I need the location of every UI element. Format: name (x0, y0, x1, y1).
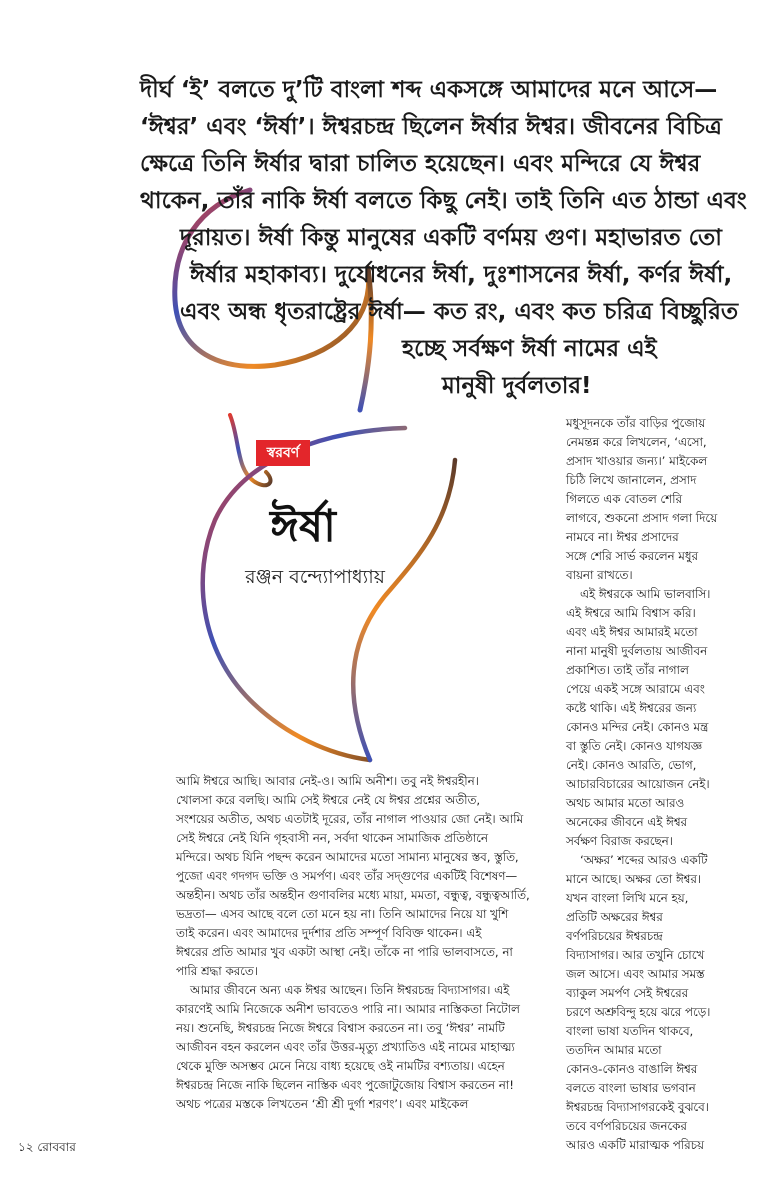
intro-line: হচ্ছে সর্বক্ষণ ঈর্ষা নামের এই (402, 336, 657, 362)
body-line: পেয়ে একই সঙ্গে আরামে এবং (566, 682, 705, 696)
body-line: নেই। কোনও আরতি, ভোগ, (566, 758, 697, 772)
body-line: পারি শ্রদ্ধা করতে। (176, 964, 258, 978)
body-line: থেকে মুক্তি অসম্ভব মেনে নিয়ে বাধ্য হয়েছে ওই নামটির বশ্যতায়। এহেন (176, 1059, 505, 1073)
body-line: কোনও-কোনও বাঙালি ঈশ্বর (566, 1062, 698, 1076)
article-title: ঈর্ষা (270, 501, 336, 552)
body-line: নয়। শুনেছি, ঈশ্বরচন্দ্র নিজে ঈশ্বরে বিশ্বাস করতেন না। তবু ‘ঈশ্বর’ নামটি (176, 1021, 505, 1035)
intro-line: ‘ঈশ্বর’ এবং ‘ঈর্ষা’। ঈশ্বরচন্দ্র ছিলেন ঈর্ষার ঈশ্বর। জীবনের বিচিত্র (140, 114, 722, 140)
body-line: বাংলা ভাষা যতদিন থাকবে, (566, 1024, 694, 1038)
intro-line: থাকেন, তাঁর নাকি ঈর্ষা বলতে কিছু নেই। তাই তিনি এত ঠান্ডা এবং (140, 188, 747, 214)
body-line: নেমন্তন্ন করে লিখলেন, ‘এসো, (566, 435, 707, 449)
body-line: মানে আছে। অক্ষর তো ঈশ্বর। (566, 872, 702, 886)
body-line: সংশয়ের অতীত, অথচ এতটাই দূরের, তাঁর নাগাল পাওয়ার জো নেই। আমি (176, 812, 524, 826)
body-line: আরও একটি মারাত্মক পরিচয় (566, 1138, 704, 1152)
body-line: আমি ঈশ্বরে আছি। আবার নেই-ও। আমি অনীশ। তবু নই ঈশ্বরহীন। (176, 774, 479, 788)
body-line: ঈশ্বরচন্দ্র নিজে নাকি ছিলেন নাস্তিক এবং পুজোটুজোয় বিশ্বাস করতেন না! (176, 1078, 514, 1092)
body-line: বর্ণপরিচয়ের ঈশ্বরচন্দ্র (566, 929, 663, 943)
intro-line: মানুষী দুর্বলতার! (442, 373, 592, 399)
intro-line: ঈর্ষার মহাকাব্য। দুর্যোধনের ঈর্ষা, দুঃশাসনের ঈর্ষা, কর্ণর ঈর্ষা, (190, 262, 733, 288)
body-line: লাগবে, শুকনো প্রসাদ গলা দিয়ে (566, 511, 718, 525)
section-tag: স্বরবর্ণ (256, 440, 310, 466)
page-footer: ১২ রোববার (18, 1140, 76, 1154)
body-line: যখন বাংলা লিখি মনে হয়, (566, 891, 689, 905)
body-line: জল আসে। এবং আমার সমস্ত (566, 967, 705, 981)
body-line: প্রতিটি অক্ষরের ঈশ্বর (566, 910, 663, 924)
body-line: এই ঈশ্বরকে আমি ভালবাসি। (580, 587, 711, 601)
intro-line: দীর্ঘ ‘ই’ বলতে দু’টি বাংলা শব্দ একসঙ্গে আমাদের মনে আসে— (140, 77, 718, 103)
body-line: আজীবন বহন করলেন এবং তাঁর উত্তর-মৃত্যু প্রখ্যাতিও এই নামের মাহাত্ম্য (176, 1040, 515, 1054)
intro-line: ক্ষেত্রে তিনি ঈর্ষার দ্বারা চালিত হয়েছেন। এবং মন্দিরে যে ঈশ্বর (140, 151, 701, 177)
body-line: মধুসূদনকে তাঁর বাড়ির পুজোয় (566, 416, 706, 430)
body-line: প্রকাশিত। তাই তাঁর নাগাল (566, 663, 689, 677)
author-name: রঞ্জন বন্দ্যোপাধ্যায় (245, 566, 385, 588)
intro-line: দূরায়ত। ঈর্ষা কিন্তু মানুষের একটি বর্ণময় গুণ। মহাভারত তো (180, 225, 722, 251)
body-line: তাই করেন। এবং আমাদের দুর্দশার প্রতি সম্পূর্ণ বিবিক্ত থাকেন। এই (176, 926, 482, 940)
body-line: চরণে অশ্রুবিন্দু হয়ে ঝরে পড়ে। (566, 1005, 711, 1019)
body-line: কারণেই আমি নিজেকে অনীশ ভাবতেও পারি না। আমার নাস্তিকতা নিটোল (176, 1002, 520, 1016)
body-line: বায়না রাখতে। (566, 568, 633, 582)
body-line: তবে বর্ণপরিচয়ের জনকের (566, 1119, 687, 1133)
body-line: প্রসাদ খাওয়ার জন্য।’ মাইকেল (566, 454, 708, 468)
body-line: নামবে না। ঈশ্বর প্রসাদের (566, 530, 679, 544)
body-line: পুজো এবং গদগদ ভক্তি ও সমর্পণ। এবং তাঁর সদ্গুণের একটিই বিশেষণ— (176, 869, 518, 883)
body-line: আচারবিচারের আয়োজন নেই। (566, 777, 710, 791)
body-line: ‘অক্ষর’ শব্দের আরও একটি (580, 853, 708, 867)
body-line: বা স্তুতি নেই। কোনও যাগযজ্ঞ (566, 739, 703, 753)
body-line: খোলসা করে বলছি। আমি সেই ঈশ্বরে নেই যে ঈশ্বর প্রশ্নের অতীত, (176, 793, 481, 807)
intro-line: এবং অন্ধ ধৃতরাষ্ট্রের ঈর্ষা— কত রং, এবং কত চরিত্র বিচ্ছুরিত (180, 299, 739, 325)
body-line: অথচ পত্রের মস্তকে লিখতেন ‘শ্রী শ্রী দুর্গা শরণং’। এবং মাইকেল (176, 1097, 469, 1111)
body-line: ভদ্রতা— এসব আছে বলে তো মনে হয় না। তিনি আমাদের নিয়ে যা খুশি (176, 907, 509, 921)
body-line: অন্তহীন। অথচ তাঁর অন্তহীন গুণাবলির মধ্যে মায়া, মমতা, বন্ধুত্ব, বন্ধুত্বআর্তি, (176, 888, 530, 902)
body-line: অথচ আমার মতো আরও (566, 796, 685, 810)
body-column-right (566, 414, 762, 1155)
body-line: বিদ্যাসাগর। আর তখুনি চোখে (566, 948, 705, 962)
body-line: ব্যাকুল সমর্পণ সেই ঈশ্বরের (566, 986, 689, 1000)
body-column-left (176, 772, 546, 1114)
body-line: এই ঈশ্বরে আমি বিশ্বাস করি। (566, 606, 696, 620)
body-line: সঙ্গে শেরি সার্ভ করলেন মধুর (566, 549, 698, 563)
body-line: চিঠি লিখে জানালেন, প্রসাদ (566, 473, 697, 487)
body-line: নানা মানুষী দুর্বলতায় আজীবন (566, 644, 708, 658)
body-line: মন্দিরে। অথচ যিনি পছন্দ করেন আমাদের মতো সামান্য মানুষের স্তব, স্তুতি, (176, 850, 519, 864)
body-line: অনেকের জীবনে এই ঈশ্বর (566, 815, 688, 829)
body-line: কোনও মন্দির নেই। কোনও মন্ত্র (566, 720, 709, 734)
body-line: ঈশ্বরচন্দ্র বিদ্যাসাগরকেই বুঝবে। (566, 1100, 709, 1114)
body-line: এবং এই ঈশ্বর আমারই মতো (566, 625, 698, 639)
body-line: সর্বক্ষণ বিরাজ করছেন। (566, 834, 673, 848)
body-line: কষ্টে থাকি। এই ঈশ্বরের জন্য (566, 701, 697, 715)
body-line: গিলতে এক বোতল শেরি (566, 492, 683, 506)
intro-pull-quote (140, 72, 747, 405)
body-line: ঈশ্বরের প্রতি আমার খুব একটা আস্থা নেই। তাঁকে না পারি ভালবাসতে, না (176, 945, 513, 959)
body-line: বলতে বাংলা ভাষার ভগবান (566, 1081, 696, 1095)
body-line: আমার জীবনে অন্য এক ঈশ্বর আছেন। তিনি ঈশ্বরচন্দ্র বিদ্যাসাগর। এই (190, 983, 510, 997)
swirl-main-bowl (203, 428, 405, 760)
body-line: ততদিন আমার মতো (566, 1043, 662, 1057)
body-line: সেই ঈশ্বরে নেই যিনি গৃহবাসী নন, সর্বদা থাকেন সামাজিক প্রতিষ্ঠানে (176, 831, 488, 845)
swirl-tail (353, 460, 455, 760)
